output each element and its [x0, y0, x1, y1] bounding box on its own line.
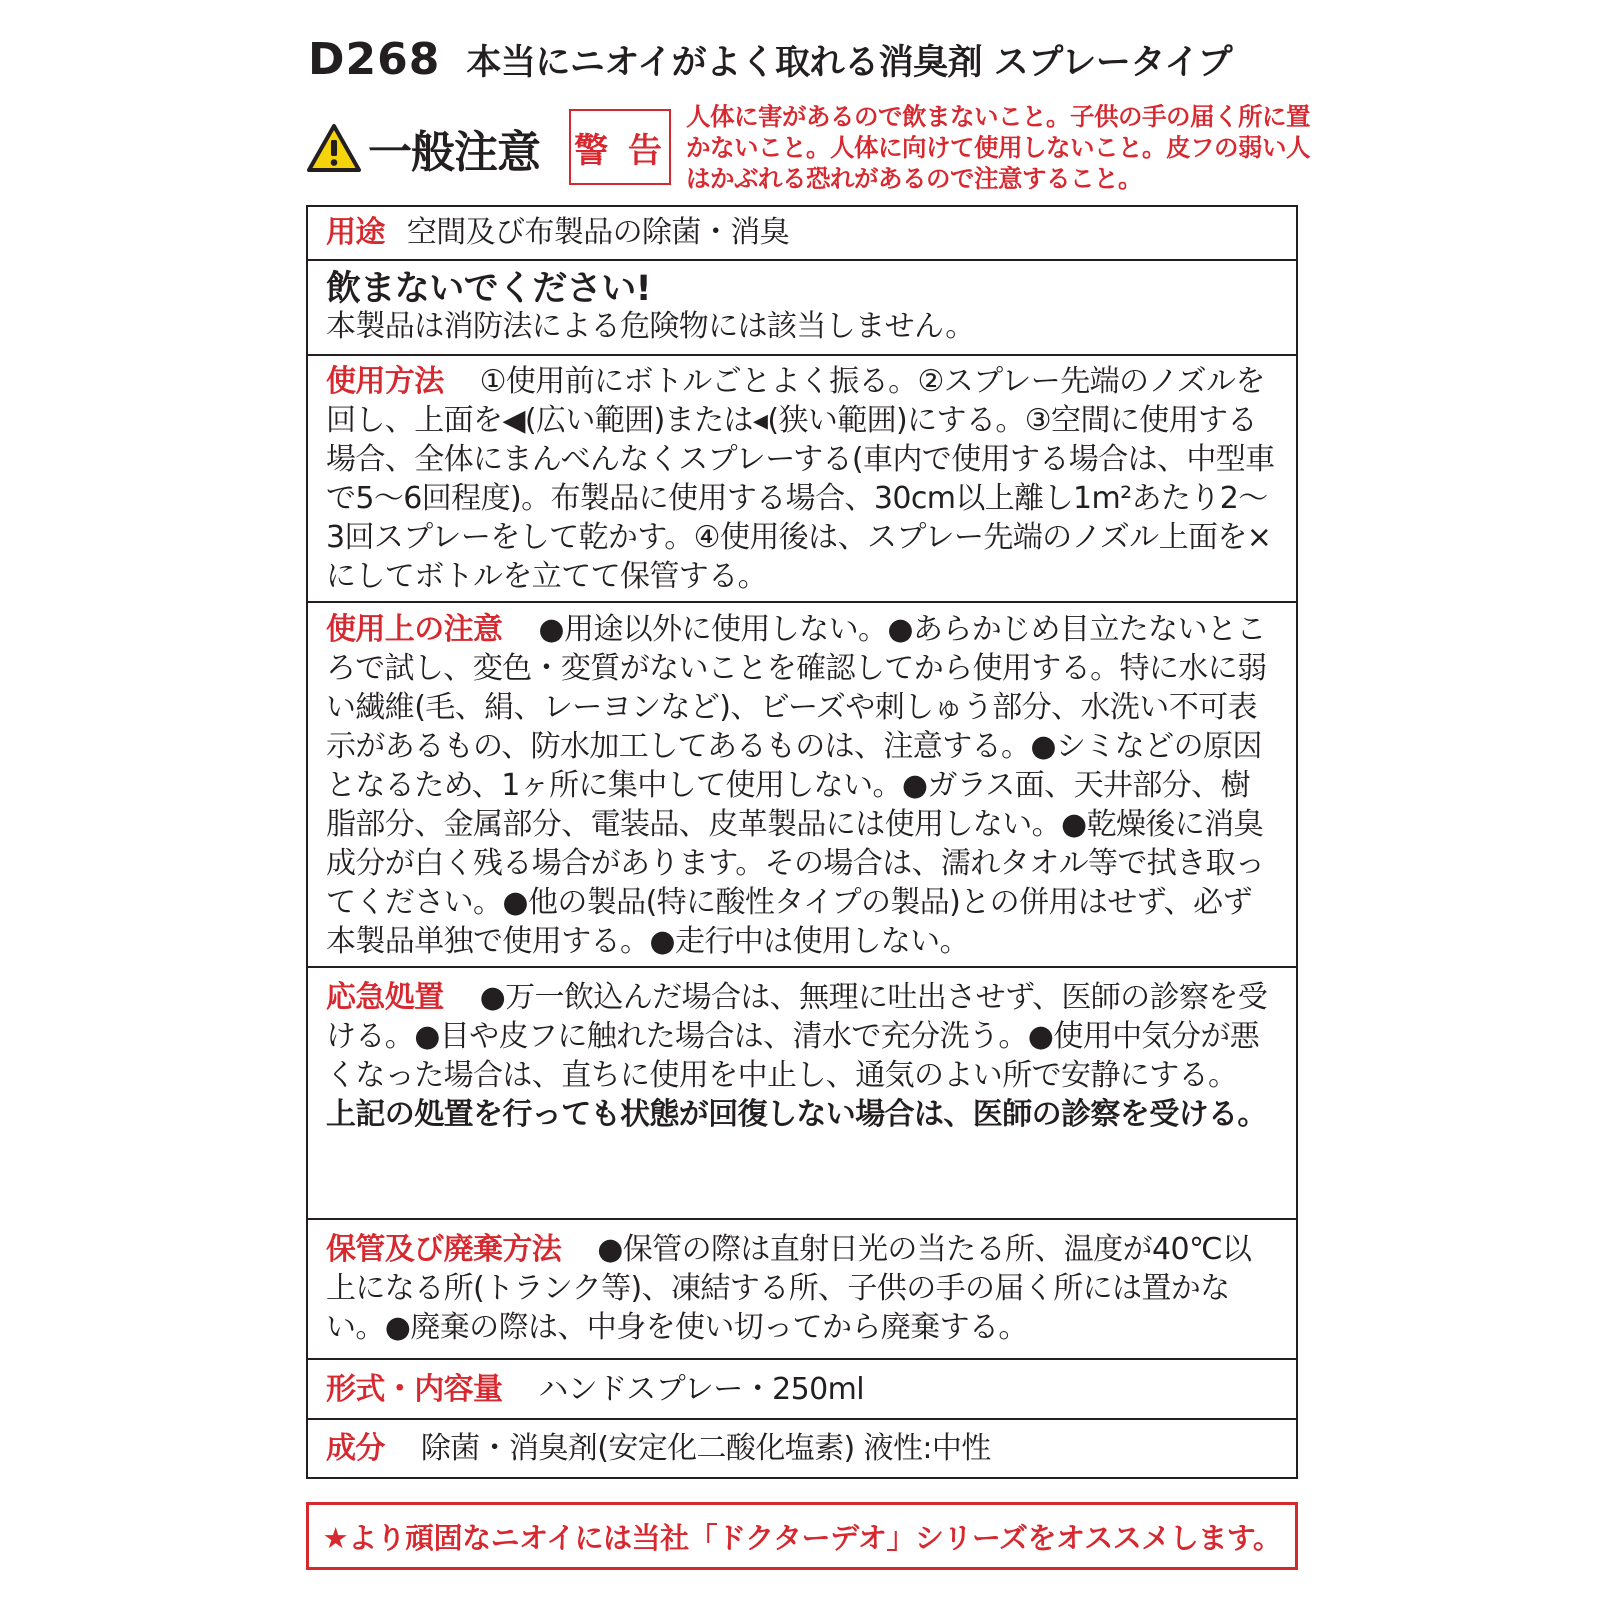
no-drink-row — [308, 259, 1296, 354]
first-aid-bold-text: 上記の処置を行っても状態が回復しない場合は、医師の診察を受ける。 — [326, 1097, 1267, 1132]
no-drink-text: 本製品は消防法による危険物には該当しません。 — [326, 309, 975, 344]
product-title: 本当にニオイがよく取れる消臭剤 スプレータイプ — [466, 43, 1233, 83]
general-caution-label: 一般注意 — [368, 127, 540, 178]
warning-text: 人体に害があるので飲まないこと。子供の手の届く所に置かないこと。人体に向けて使用しないこと。皮フの弱い人はかぶれる恐れがあるので注意すること。 — [686, 102, 1310, 193]
precautions-row — [308, 601, 1296, 966]
first-aid-label: 応急処置 — [326, 980, 444, 1015]
usage-text: 空間及び布製品の除菌・消臭 — [406, 215, 790, 250]
ingredients-text: 除菌・消臭剤(安定化二酸化塩素) 液性:中性 — [420, 1431, 991, 1466]
format-text: ハンドスプレー・250ml — [538, 1372, 864, 1407]
ingredients-row — [308, 1418, 1296, 1477]
precautions-text: ●用途以外に使用しない。●あらかじめ目立たないところで試し、変色・変質がないことを確認してから使用する。特に水に弱い繊維(毛、絹、レーヨンなど)、ビーズや刺しゅう部分、水洗い不可表示があるもの、防水加工してあるものは、注意する。●シミなどの原因となるため、1ヶ所に集中して使用しない。●ガラス面、天井部分、樹脂部分、金属部分、電装品、皮革製品には使用しない。●乾燥後に消臭成分が白く残る場合があります。その場合は、濡れタオル等で拭き取ってください。●他の製品(特に酸性タイプの製品)との併用はせず、必ず本製品単独で使用する。●走行中は使用しない。 — [326, 612, 1267, 959]
title-row — [308, 34, 1308, 85]
warning-triangle-icon — [306, 123, 362, 173]
first-aid-text: ●万一飲込んだ場合は、無理に吐出させず、医師の診察を受ける。●目や皮フに触れた場合は、清水で充分洗う。●使用中気分が悪くなった場合は、直ちに使用を中止し、通気のよい所で安静にする。 — [326, 980, 1268, 1093]
first-aid-row — [308, 966, 1296, 1218]
storage-row — [308, 1218, 1296, 1358]
usage-row — [308, 207, 1296, 259]
format-row — [308, 1358, 1296, 1418]
ingredients-label: 成分 — [326, 1431, 385, 1466]
how-to-use-label: 使用方法 — [326, 364, 444, 399]
usage-label: 用途 — [326, 215, 385, 250]
recommendation-banner: ★より頑固なニオイには当社「ドクターデオ」シリーズをオススメします。 — [306, 1502, 1298, 1570]
product-code: D268 — [308, 34, 441, 85]
warning-box: 警 告 — [569, 109, 671, 185]
storage-text: ●保管の際は直射日光の当たる所、温度が40℃以上になる所(トランク等)、凍結する所、子供の手の届く所には置かない。●廃棄の際は、中身を使い切ってから廃棄する。 — [326, 1232, 1252, 1345]
info-table — [306, 205, 1298, 1479]
general-caution — [306, 118, 540, 178]
storage-label: 保管及び廃棄方法 — [326, 1232, 562, 1267]
how-to-use-text: ①使用前にボトルごとよく振る。②スプレー先端のノズルを回し、上面を◀(広い範囲)または◂(狭い範囲)にする。③空間に使用する場合、全体にまんべんなくスプレーする(車内で使用する場合は、中型車で5〜6回程度)。布製品に使用する場合、30cm以上離し1m²あたり2〜3回スプレーをして乾かす。④使用後は、スプレー先端のノズル上面を×にしてボトルを立てて保管する。 — [326, 364, 1275, 594]
no-drink-heading: 飲まないでください! — [326, 269, 651, 309]
format-label: 形式・内容量 — [326, 1372, 503, 1407]
precautions-label: 使用上の注意 — [326, 612, 503, 647]
how-to-use-row — [308, 354, 1296, 601]
